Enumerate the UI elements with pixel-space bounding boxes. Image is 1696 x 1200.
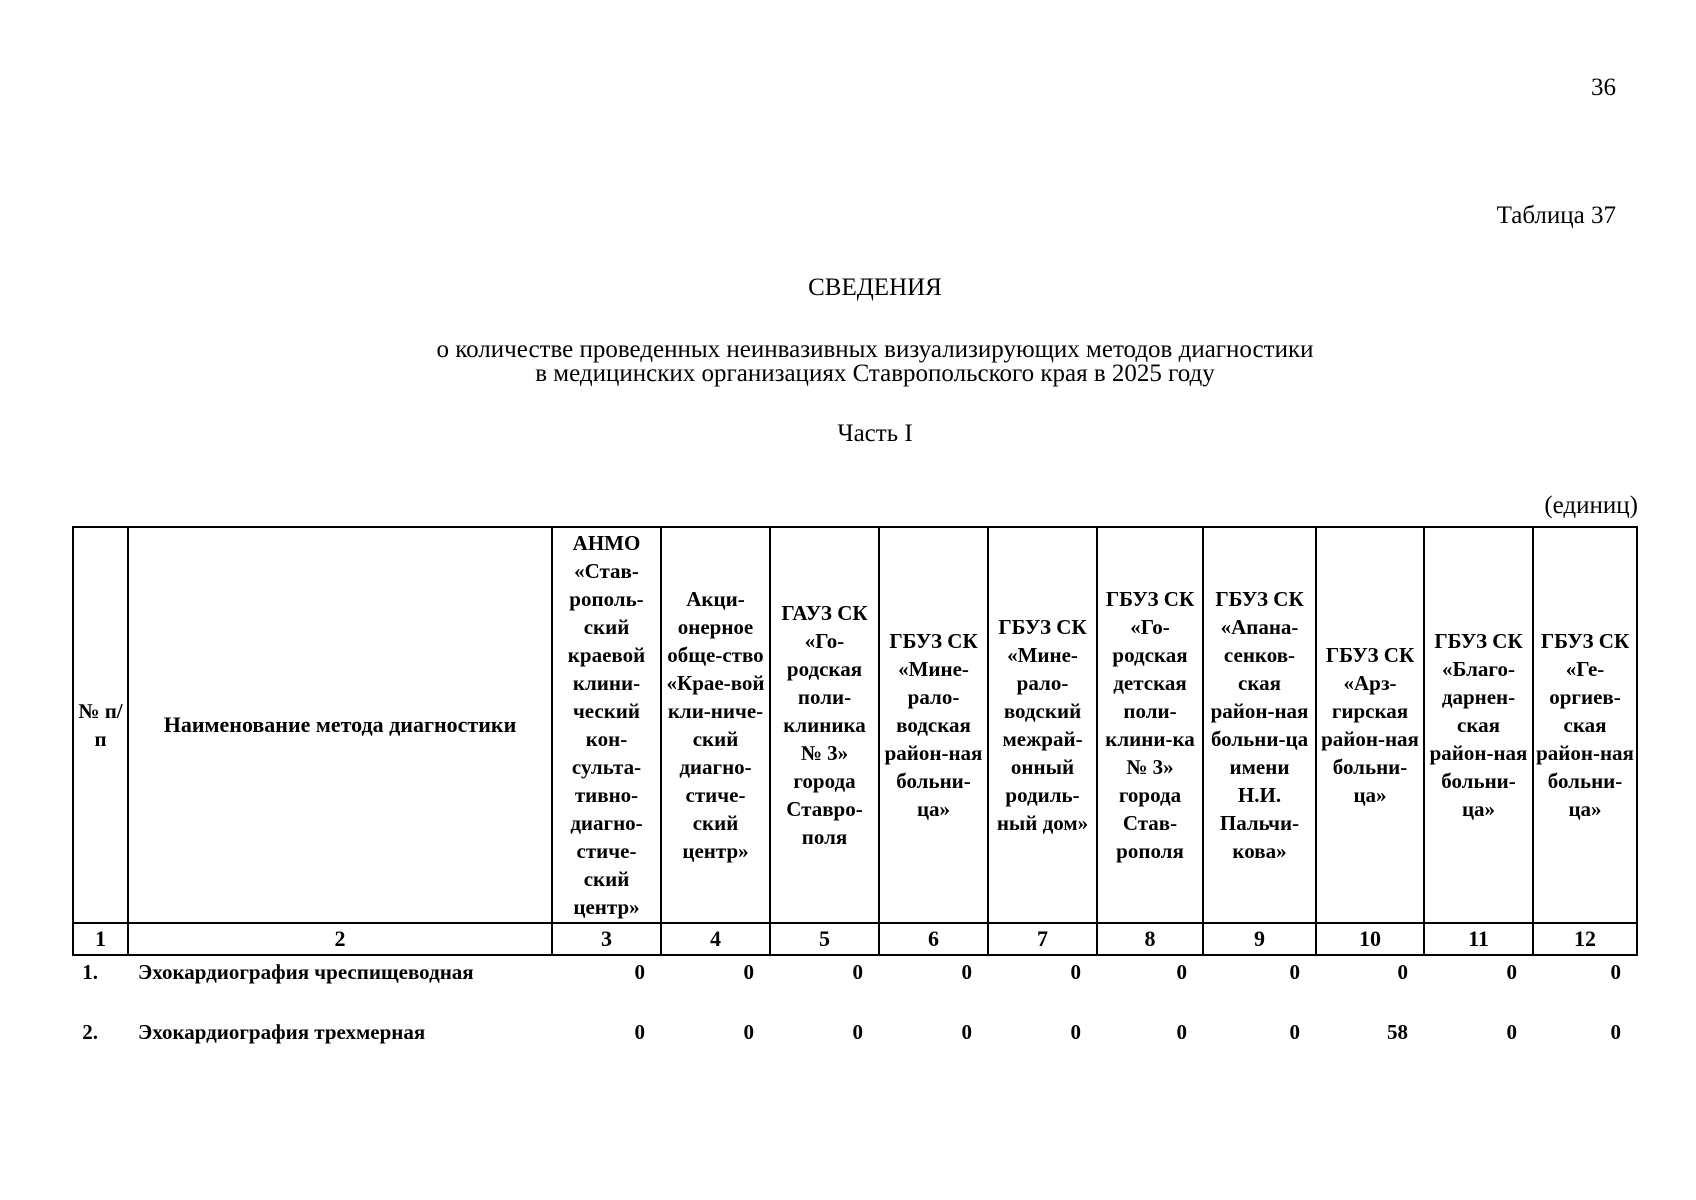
row-number: 2.	[82, 1020, 98, 1044]
value-cell: 0	[1070, 960, 1081, 984]
method-name: Эхокардиография чреспищеводная	[138, 960, 474, 984]
column-header: ГАУЗ СК «Го-родская поли-клиника № 3» города Ставро-поля	[770, 527, 879, 923]
value-cell: 0	[743, 1020, 754, 1044]
column-number: 2	[128, 923, 552, 955]
document-heading: СВЕДЕНИЯ	[808, 274, 942, 301]
column-header: № п/п	[73, 527, 128, 923]
value-cell: 0	[1070, 1020, 1081, 1044]
column-number: 3	[552, 923, 661, 955]
value-cell: 0	[1610, 1020, 1621, 1044]
column-number: 10	[1316, 923, 1424, 955]
document-part: Часть I	[837, 420, 913, 447]
statistics-table	[72, 526, 1638, 1076]
column-header: ГБУЗ СК «Благо-дарнен-ская район-ная больни-ца»	[1424, 527, 1533, 923]
column-header: ГБУЗ СК «Ге-оргиев-ская район-ная больни-ца»	[1533, 527, 1637, 923]
value-cell: 0	[1506, 960, 1517, 984]
row-number: 1.	[82, 960, 98, 984]
subtitle-line-2: в медицинских организациях Ставропольского края в 2025 году	[535, 360, 1215, 387]
column-header: Наименование метода диагностики	[128, 527, 552, 923]
value-cell: 0	[743, 960, 754, 984]
table-row	[73, 1016, 1637, 1076]
value-cell: 0	[634, 960, 645, 984]
column-number-row	[73, 923, 1637, 955]
column-number: 8	[1097, 923, 1203, 955]
value-cell: 0	[961, 960, 972, 984]
value-cell: 0	[1289, 960, 1300, 984]
value-cell: 0	[1176, 1020, 1187, 1044]
page-number: 36	[1591, 74, 1616, 101]
value-cell: 0	[1506, 1020, 1517, 1044]
column-number: 6	[879, 923, 988, 955]
table-label: Таблица 37	[1496, 202, 1616, 229]
document-subtitle	[0, 338, 1696, 386]
value-cell: 0	[852, 1020, 863, 1044]
value-cell: 0	[852, 960, 863, 984]
column-header: ГБУЗ СК «Апана-сенков-ская район-ная больни-ца имени Н.И. Пальчи-кова»	[1203, 527, 1316, 923]
column-number: 1	[73, 923, 128, 955]
column-number: 4	[661, 923, 770, 955]
header-row	[73, 527, 1637, 923]
value-cell: 58	[1387, 1020, 1408, 1044]
column-number: 5	[770, 923, 879, 955]
value-cell: 0	[961, 1020, 972, 1044]
value-cell: 0	[1289, 1020, 1300, 1044]
column-number: 7	[988, 923, 1097, 955]
column-header: ГБУЗ СК «Мине-рало-водская район-ная больни-ца»	[879, 527, 988, 923]
column-header: ГБУЗ СК «Го-родская детская поли-клини-ка № 3» города Став-рополя	[1097, 527, 1203, 923]
units-note: (единиц)	[1544, 492, 1638, 519]
value-cell: 0	[1397, 960, 1408, 984]
value-cell: 0	[634, 1020, 645, 1044]
column-number: 11	[1424, 923, 1533, 955]
method-name: Эхокардиография трехмерная	[138, 1020, 426, 1044]
table-row	[73, 955, 1637, 1016]
column-number: 12	[1533, 923, 1637, 955]
subtitle-line-1: о количестве проведенных неинвазивных визуализирующих методов диагностики	[436, 336, 1314, 363]
column-number: 9	[1203, 923, 1316, 955]
column-header: ГБУЗ СК «Арз-гирская район-ная больни-ца»	[1316, 527, 1424, 923]
column-header: АНМО «Став-рополь-ский краевой клини-ческий кон-сульта-тивно-диагно-стиче-ский центр»	[552, 527, 661, 923]
value-cell: 0	[1176, 960, 1187, 984]
column-header: Акци-онерное обще-ство «Крае-вой кли-ниче-ский диагно-стиче-ский центр»	[661, 527, 770, 923]
column-header: ГБУЗ СК «Мине-рало-водский межрай-онный родиль-ный дом»	[988, 527, 1097, 923]
value-cell: 0	[1610, 960, 1621, 984]
